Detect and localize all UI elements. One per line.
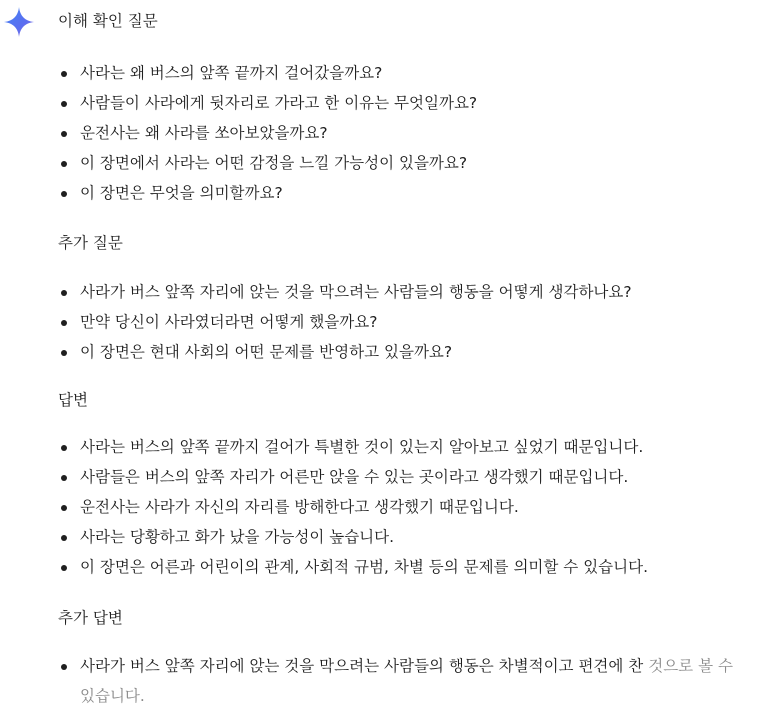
list-item: 이 장면은 현대 사회의 어떤 문제를 반영하고 있을까요? bbox=[58, 341, 632, 371]
list-item: 이 장면은 무엇을 의미할까요? bbox=[58, 182, 477, 212]
section-heading-additional-answers: 추가 답변 bbox=[58, 609, 123, 627]
list-item: 만약 당신이 사라였더라면 어떻게 했을까요? bbox=[58, 311, 632, 341]
list-item: 사라가 버스 앞쪽 자리에 앉는 것을 막으려는 사람들의 행동을 어떻게 생각하나요? bbox=[58, 281, 632, 311]
list-item: 사라는 당황하고 화가 났을 가능성이 높습니다. bbox=[58, 526, 648, 556]
list-item: 운전사는 왜 사라를 쏘아보았을까요? bbox=[58, 122, 477, 152]
list-item-text-fading: 것으로 볼 수 있습니다. bbox=[80, 657, 733, 705]
list-item: 사라는 버스의 앞쪽 끝까지 걸어가 특별한 것이 있는지 알아보고 싶었기 때문입니다. bbox=[58, 436, 648, 466]
list-item bbox=[58, 651, 740, 711]
additional-answer-list bbox=[58, 651, 740, 711]
list-item-text: 사라가 버스 앞쪽 자리에 앉는 것을 막으려는 사람들의 행동은 차별적이고 편견에 찬 bbox=[80, 657, 644, 675]
list-item: 사람들이 사라에게 뒷자리로 가라고 한 이유는 무엇일까요? bbox=[58, 92, 477, 122]
gemini-sparkle-icon bbox=[3, 6, 35, 38]
list-item: 사람들은 버스의 앞쪽 자리가 어른만 앉을 수 있는 곳이라고 생각했기 때문입니다. bbox=[58, 466, 648, 496]
comprehension-question-list bbox=[58, 62, 477, 212]
section-heading-answers: 답변 bbox=[58, 391, 88, 409]
list-item: 운전사는 사라가 자신의 자리를 방해한다고 생각했기 때문입니다. bbox=[58, 496, 648, 526]
list-item: 이 장면은 어른과 어린이의 관계, 사회적 규범, 차별 등의 문제를 의미할 수 있습니다. bbox=[58, 556, 648, 586]
section-heading-comprehension: 이해 확인 질문 bbox=[58, 12, 158, 30]
list-item: 이 장면에서 사라는 어떤 감정을 느낄 가능성이 있을까요? bbox=[58, 152, 477, 182]
list-item: 사라는 왜 버스의 앞쪽 끝까지 걸어갔을까요? bbox=[58, 62, 477, 92]
additional-question-list bbox=[58, 281, 632, 371]
section-heading-additional-questions: 추가 질문 bbox=[58, 234, 123, 252]
answer-list bbox=[58, 436, 648, 586]
